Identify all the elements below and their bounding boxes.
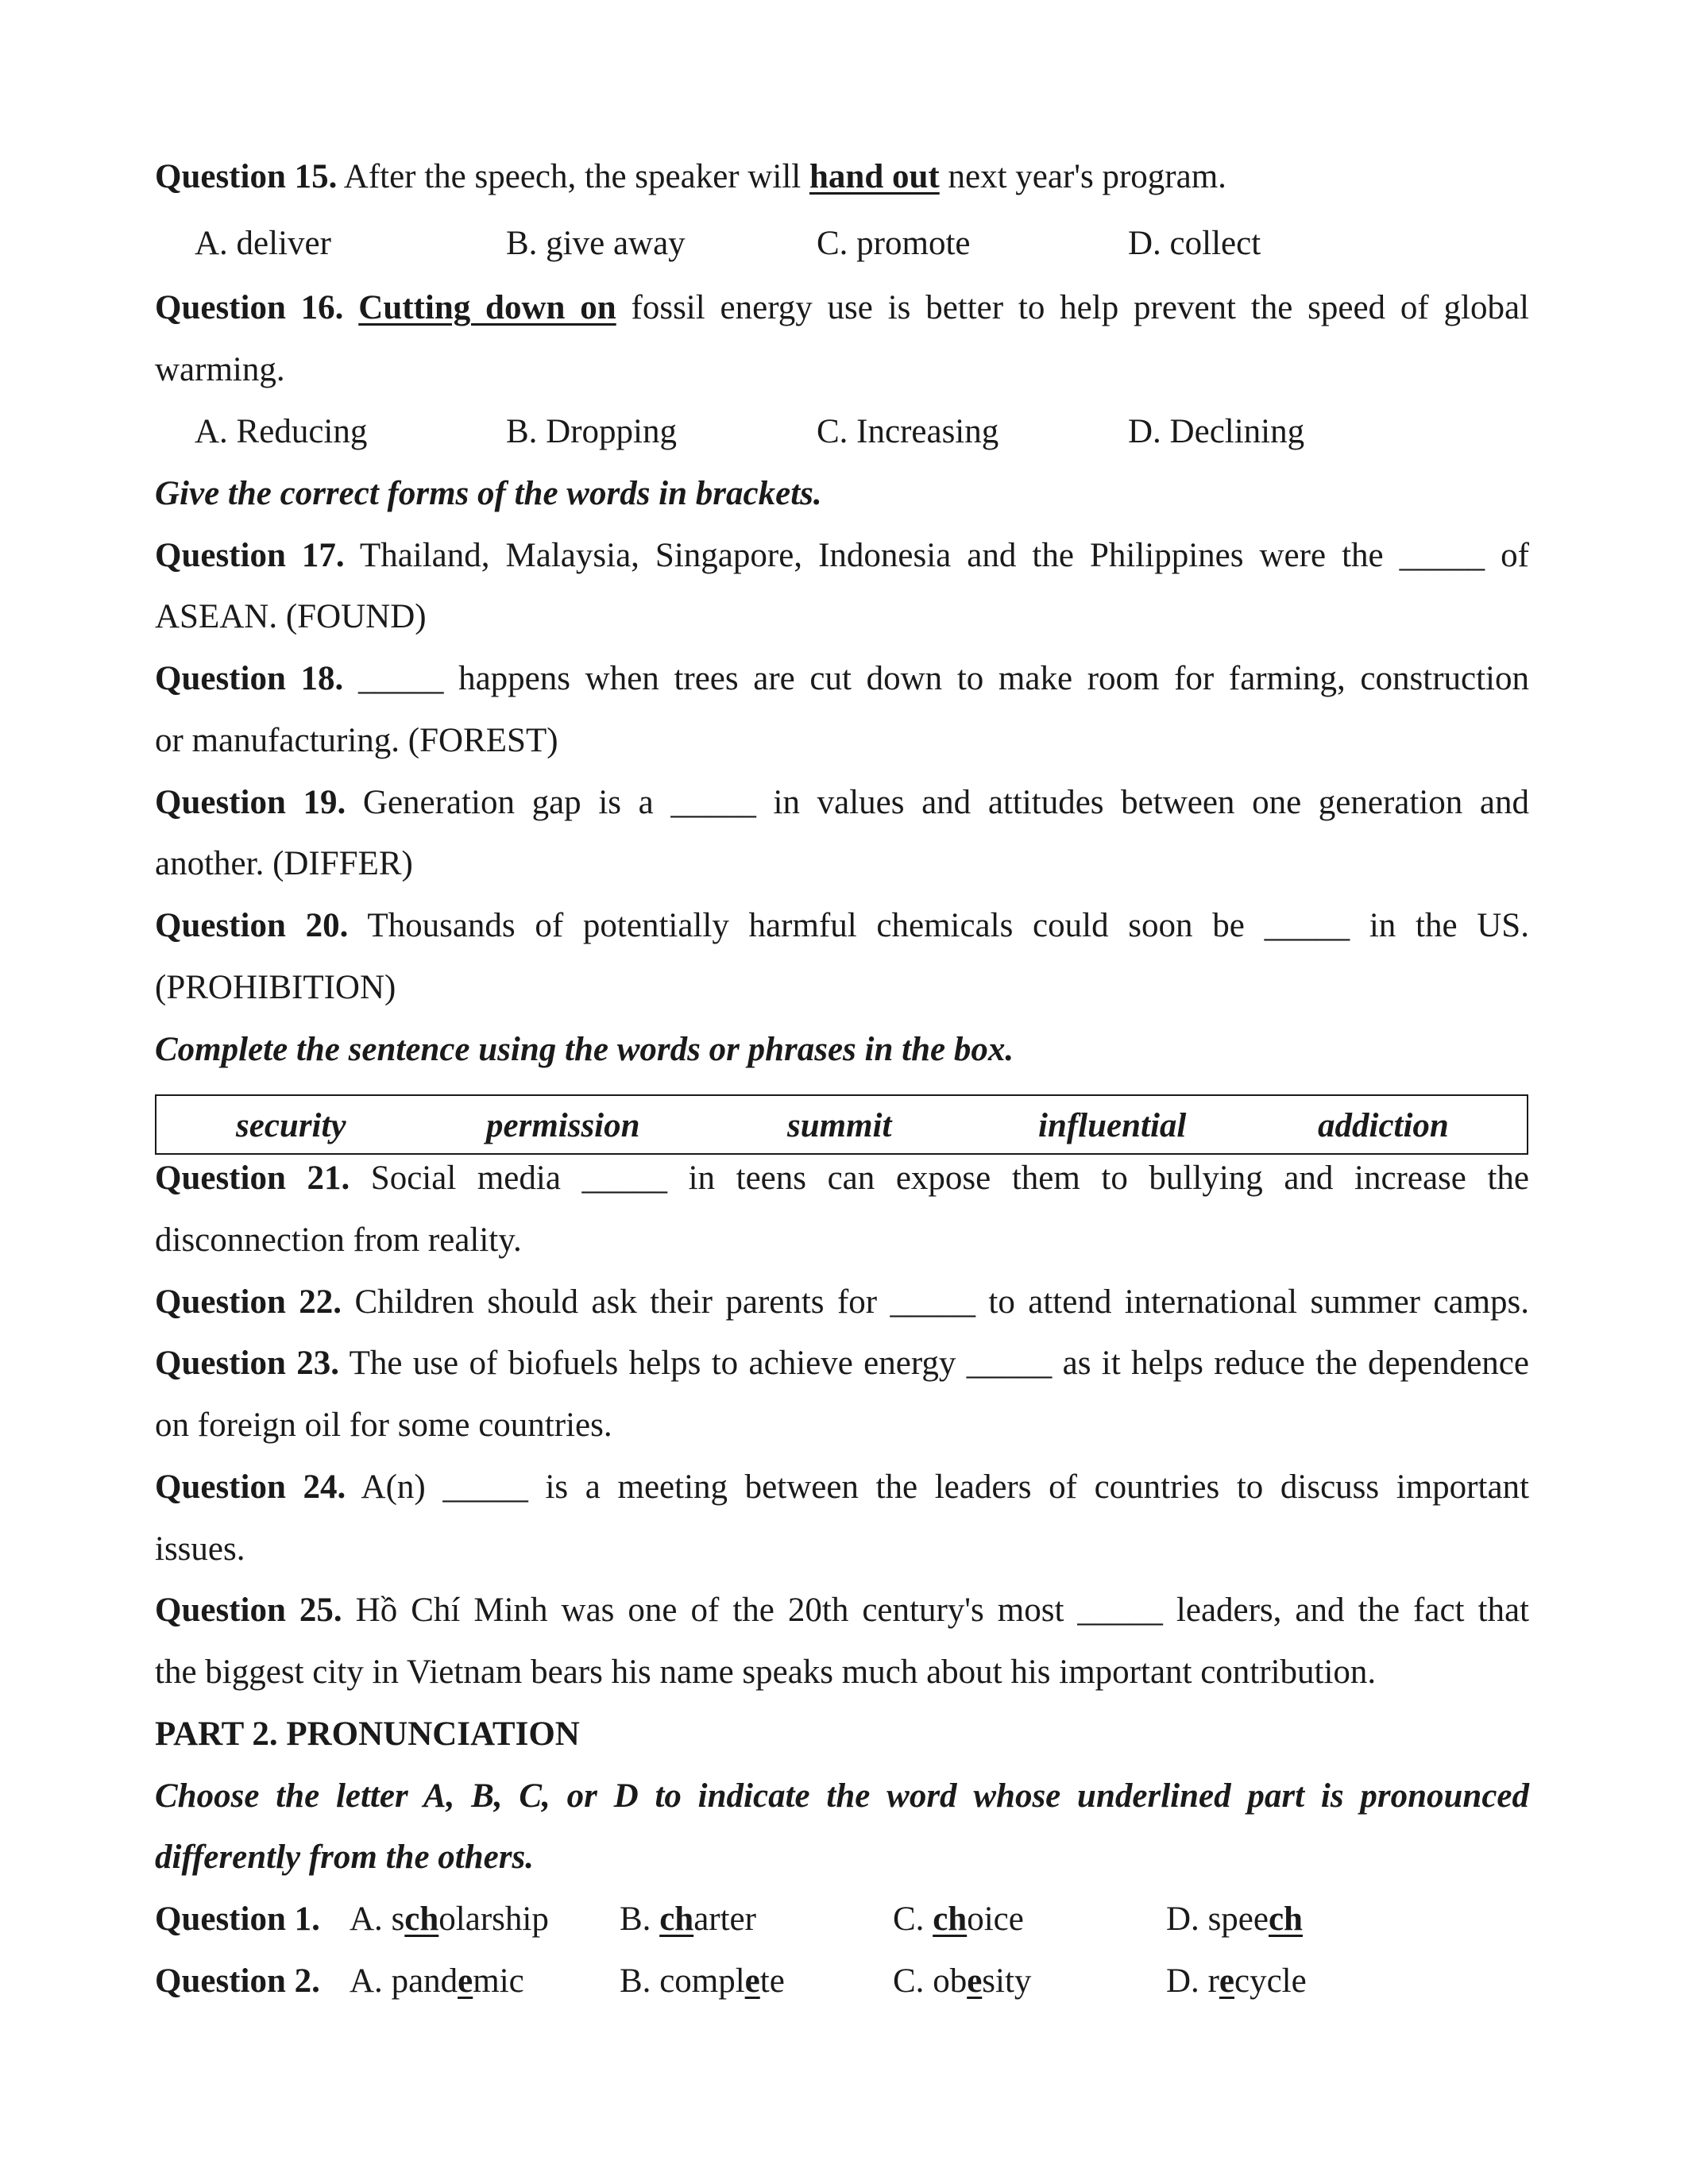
option-d <box>1166 1959 1307 2004</box>
word-part: cycle <box>1234 1962 1307 2000</box>
part2-instruction-cont: differently from the others. <box>155 1839 534 1876</box>
question-text: The use of biofuels helps to achieve energy _____ as it helps reduce the dependence <box>349 1345 1529 1382</box>
question-text: fossil energy use is better to help prevent the speed of global <box>631 289 1530 326</box>
option-letter: B. <box>620 1900 660 1938</box>
option-b <box>620 1959 785 2004</box>
underlined-sound: ch <box>404 1900 439 1938</box>
option-c <box>893 1897 1024 1942</box>
option-a <box>350 1959 524 2004</box>
question-21 <box>155 1156 1529 1201</box>
underlined-sound: e <box>744 1962 760 2000</box>
option-a <box>350 1897 549 1942</box>
question-23-cont: on foreign oil for some countries. <box>155 1406 612 1444</box>
question-16-cont: warming. <box>155 351 285 388</box>
word-part: spee <box>1207 1900 1269 1938</box>
word-part: te <box>759 1962 785 2000</box>
option-c: C. promote <box>817 225 971 262</box>
word-part: ob <box>933 1962 968 2000</box>
option-b: B. Dropping <box>506 413 677 450</box>
question-24-cont: issues. <box>155 1530 245 1568</box>
question-label: Question 23. <box>155 1345 339 1382</box>
question-18-cont: or manufacturing. (FOREST) <box>155 722 558 759</box>
question-25 <box>155 1588 1529 1633</box>
word-box <box>155 1094 1528 1155</box>
box-instruction: Complete the sentence using the words or phrases in the box. <box>155 1031 1014 1068</box>
word-permission: permission <box>486 1107 640 1144</box>
question-label: Question 2. <box>155 1962 320 2000</box>
question-19-cont: another. (DIFFER) <box>155 845 413 882</box>
question-22 <box>155 1280 1529 1325</box>
option-letter: D. <box>1166 1900 1208 1938</box>
question-20 <box>155 904 1529 948</box>
option-b <box>620 1897 756 1942</box>
word-summit: summit <box>787 1107 892 1144</box>
option-letter: C. <box>893 1900 933 1938</box>
underlined-phrase: Cutting down on <box>358 289 616 326</box>
underlined-sound: e <box>967 1962 983 2000</box>
option-letter: D. <box>1166 1962 1208 2000</box>
option-letter: C. <box>893 1962 933 2000</box>
question-label: Question 22. <box>155 1283 342 1321</box>
question-text: Generation gap is a _____ in values and attitudes between one generation and <box>362 784 1529 821</box>
question-text: next year's program. <box>948 158 1226 195</box>
word-part: oice <box>967 1900 1024 1938</box>
option-letter: A. <box>350 1900 392 1938</box>
word-part: compl <box>659 1962 745 2000</box>
question-20-cont: (PROHIBITION) <box>155 969 396 1006</box>
word-forms-instruction: Give the correct forms of the words in brackets. <box>155 475 822 512</box>
question-label: Question 20. <box>155 907 349 944</box>
option-a: A. Reducing <box>195 413 368 450</box>
question-18 <box>155 657 1529 701</box>
word-influential: influential <box>1038 1107 1187 1144</box>
option-b: B. give away <box>506 225 686 262</box>
underlined-phrase: hand out <box>809 158 940 195</box>
part2-instruction: Choose the letter A, B, C, or D to indicate the word whose underlined part is pronounced <box>155 1777 1529 1815</box>
question-label: Question 21. <box>155 1160 350 1197</box>
question-label: Question 19. <box>155 784 346 821</box>
part2-heading: PART 2. PRONUNCIATION <box>155 1715 580 1753</box>
word-part: pand <box>391 1962 458 2000</box>
question-text: Hồ Chí Minh was one of the 20th century's most _____ leaders, and the fact that <box>355 1592 1529 1629</box>
option-d: D. Declining <box>1128 413 1305 450</box>
option-d: D. collect <box>1128 225 1261 262</box>
question-24 <box>155 1465 1529 1510</box>
question-25-cont: the biggest city in Vietnam bears his name speaks much about his important contribution. <box>155 1653 1377 1691</box>
underlined-sound: ch <box>1268 1900 1303 1938</box>
question-text: Thailand, Malaysia, Singapore, Indonesia and the Philippines were the _____ of <box>359 537 1529 574</box>
word-addiction: addiction <box>1318 1107 1449 1144</box>
option-letter: A. <box>350 1962 392 2000</box>
question-text: Children should ask their parents for _____ to attend international summer camps. <box>354 1283 1530 1321</box>
underlined-sound: e <box>458 1962 473 2000</box>
question-17-cont: ASEAN. (FOUND) <box>155 598 427 635</box>
question-label: Question 18. <box>155 660 344 697</box>
question-16 <box>155 286 1529 330</box>
question-text: Thousands of potentially harmful chemicals could soon be _____ in the US. <box>367 907 1529 944</box>
word-part: r <box>1207 1962 1219 2000</box>
question-text: Social media _____ in teens can expose them to bullying and increase the <box>370 1160 1529 1197</box>
question-label: Question 1. <box>155 1900 320 1938</box>
word-part: s <box>391 1900 405 1938</box>
option-d <box>1166 1897 1303 1942</box>
word-part: arter <box>693 1900 756 1938</box>
option-c <box>893 1959 1031 2004</box>
question-label: Question 16. <box>155 289 344 326</box>
question-label: Question 15. <box>155 158 338 195</box>
word-part: sity <box>982 1962 1032 2000</box>
option-c: C. Increasing <box>817 413 999 450</box>
option-a: A. deliver <box>195 225 331 262</box>
word-part: olarship <box>438 1900 549 1938</box>
underlined-sound: ch <box>933 1900 968 1938</box>
question-15 <box>155 155 1529 199</box>
question-text: _____ happens when trees are cut down to make room for farming, construction <box>357 660 1529 697</box>
question-23 <box>155 1341 1529 1386</box>
word-part: mic <box>473 1962 524 2000</box>
question-label: Question 25. <box>155 1592 342 1629</box>
question-text: After the speech, the speaker will <box>343 158 802 195</box>
word-security: security <box>236 1107 346 1144</box>
question-label: Question 24. <box>155 1468 346 1506</box>
question-17 <box>155 534 1529 578</box>
question-text: A(n) _____ is a meeting between the leaders of countries to discuss important <box>361 1468 1529 1506</box>
underlined-sound: ch <box>659 1900 694 1938</box>
question-19 <box>155 781 1529 825</box>
option-letter: B. <box>620 1962 660 2000</box>
question-21-cont: disconnection from reality. <box>155 1221 522 1259</box>
question-label: Question 17. <box>155 537 345 574</box>
underlined-sound: e <box>1219 1962 1234 2000</box>
